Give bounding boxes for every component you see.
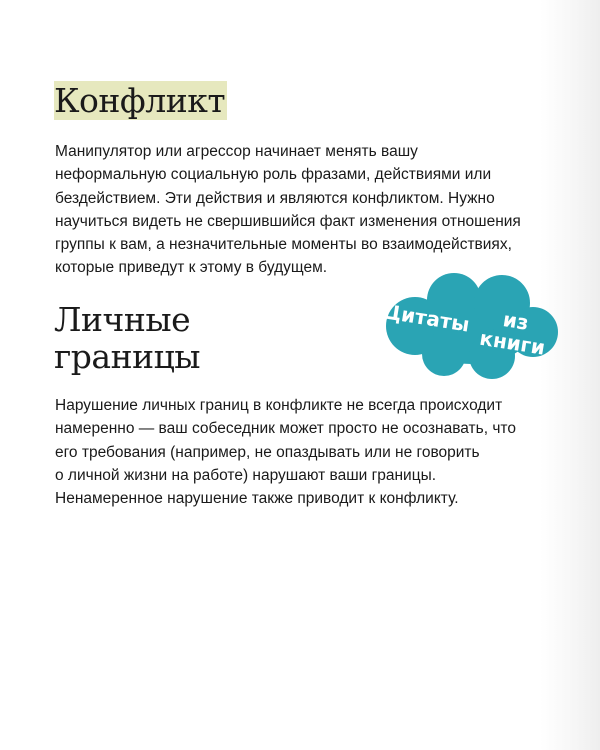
- text-line: Нарушение личных границ в конфликте не всегда происходит: [55, 397, 503, 414]
- paragraph-conflict: [55, 140, 555, 280]
- section-title-personal-boundaries: [54, 301, 354, 375]
- text-line: о личной жизни на работе) нарушают ваши границы.: [55, 466, 437, 484]
- badge-line: Цитаты: [381, 299, 472, 337]
- text-line: неформальную социальную роль фразами, действиями или: [55, 166, 492, 184]
- badge-line: из книги: [478, 307, 547, 360]
- quotes-badge[interactable]: [382, 270, 560, 380]
- text-line: Ненамеренное нарушение также приводит к конфликту.: [55, 490, 459, 508]
- text-line: бездействием. Эти действия и являются конфликтом. Нужно: [55, 189, 495, 207]
- paragraph-personal-boundaries: [55, 394, 555, 510]
- section-title-conflict: [54, 80, 227, 121]
- text-line: Манипулятор или агрессор начинает менять вашу: [55, 143, 418, 160]
- text-line: его требования (например, не опаздывать или не говорить: [55, 443, 480, 461]
- title-highlight: Конфликт: [54, 81, 226, 120]
- text-line: намеренно — ваш собеседник может просто не осознавать, что: [55, 420, 516, 438]
- title-line: границы: [54, 337, 201, 376]
- text-line: научиться видеть не свершившийся факт изменения отношения: [55, 212, 521, 230]
- text-line: которые приведут к этому в будущем.: [55, 259, 328, 277]
- text-line: группы к вам, а незначительные моменты во взаимодействиях,: [55, 236, 512, 254]
- title-line: Личные: [54, 300, 191, 339]
